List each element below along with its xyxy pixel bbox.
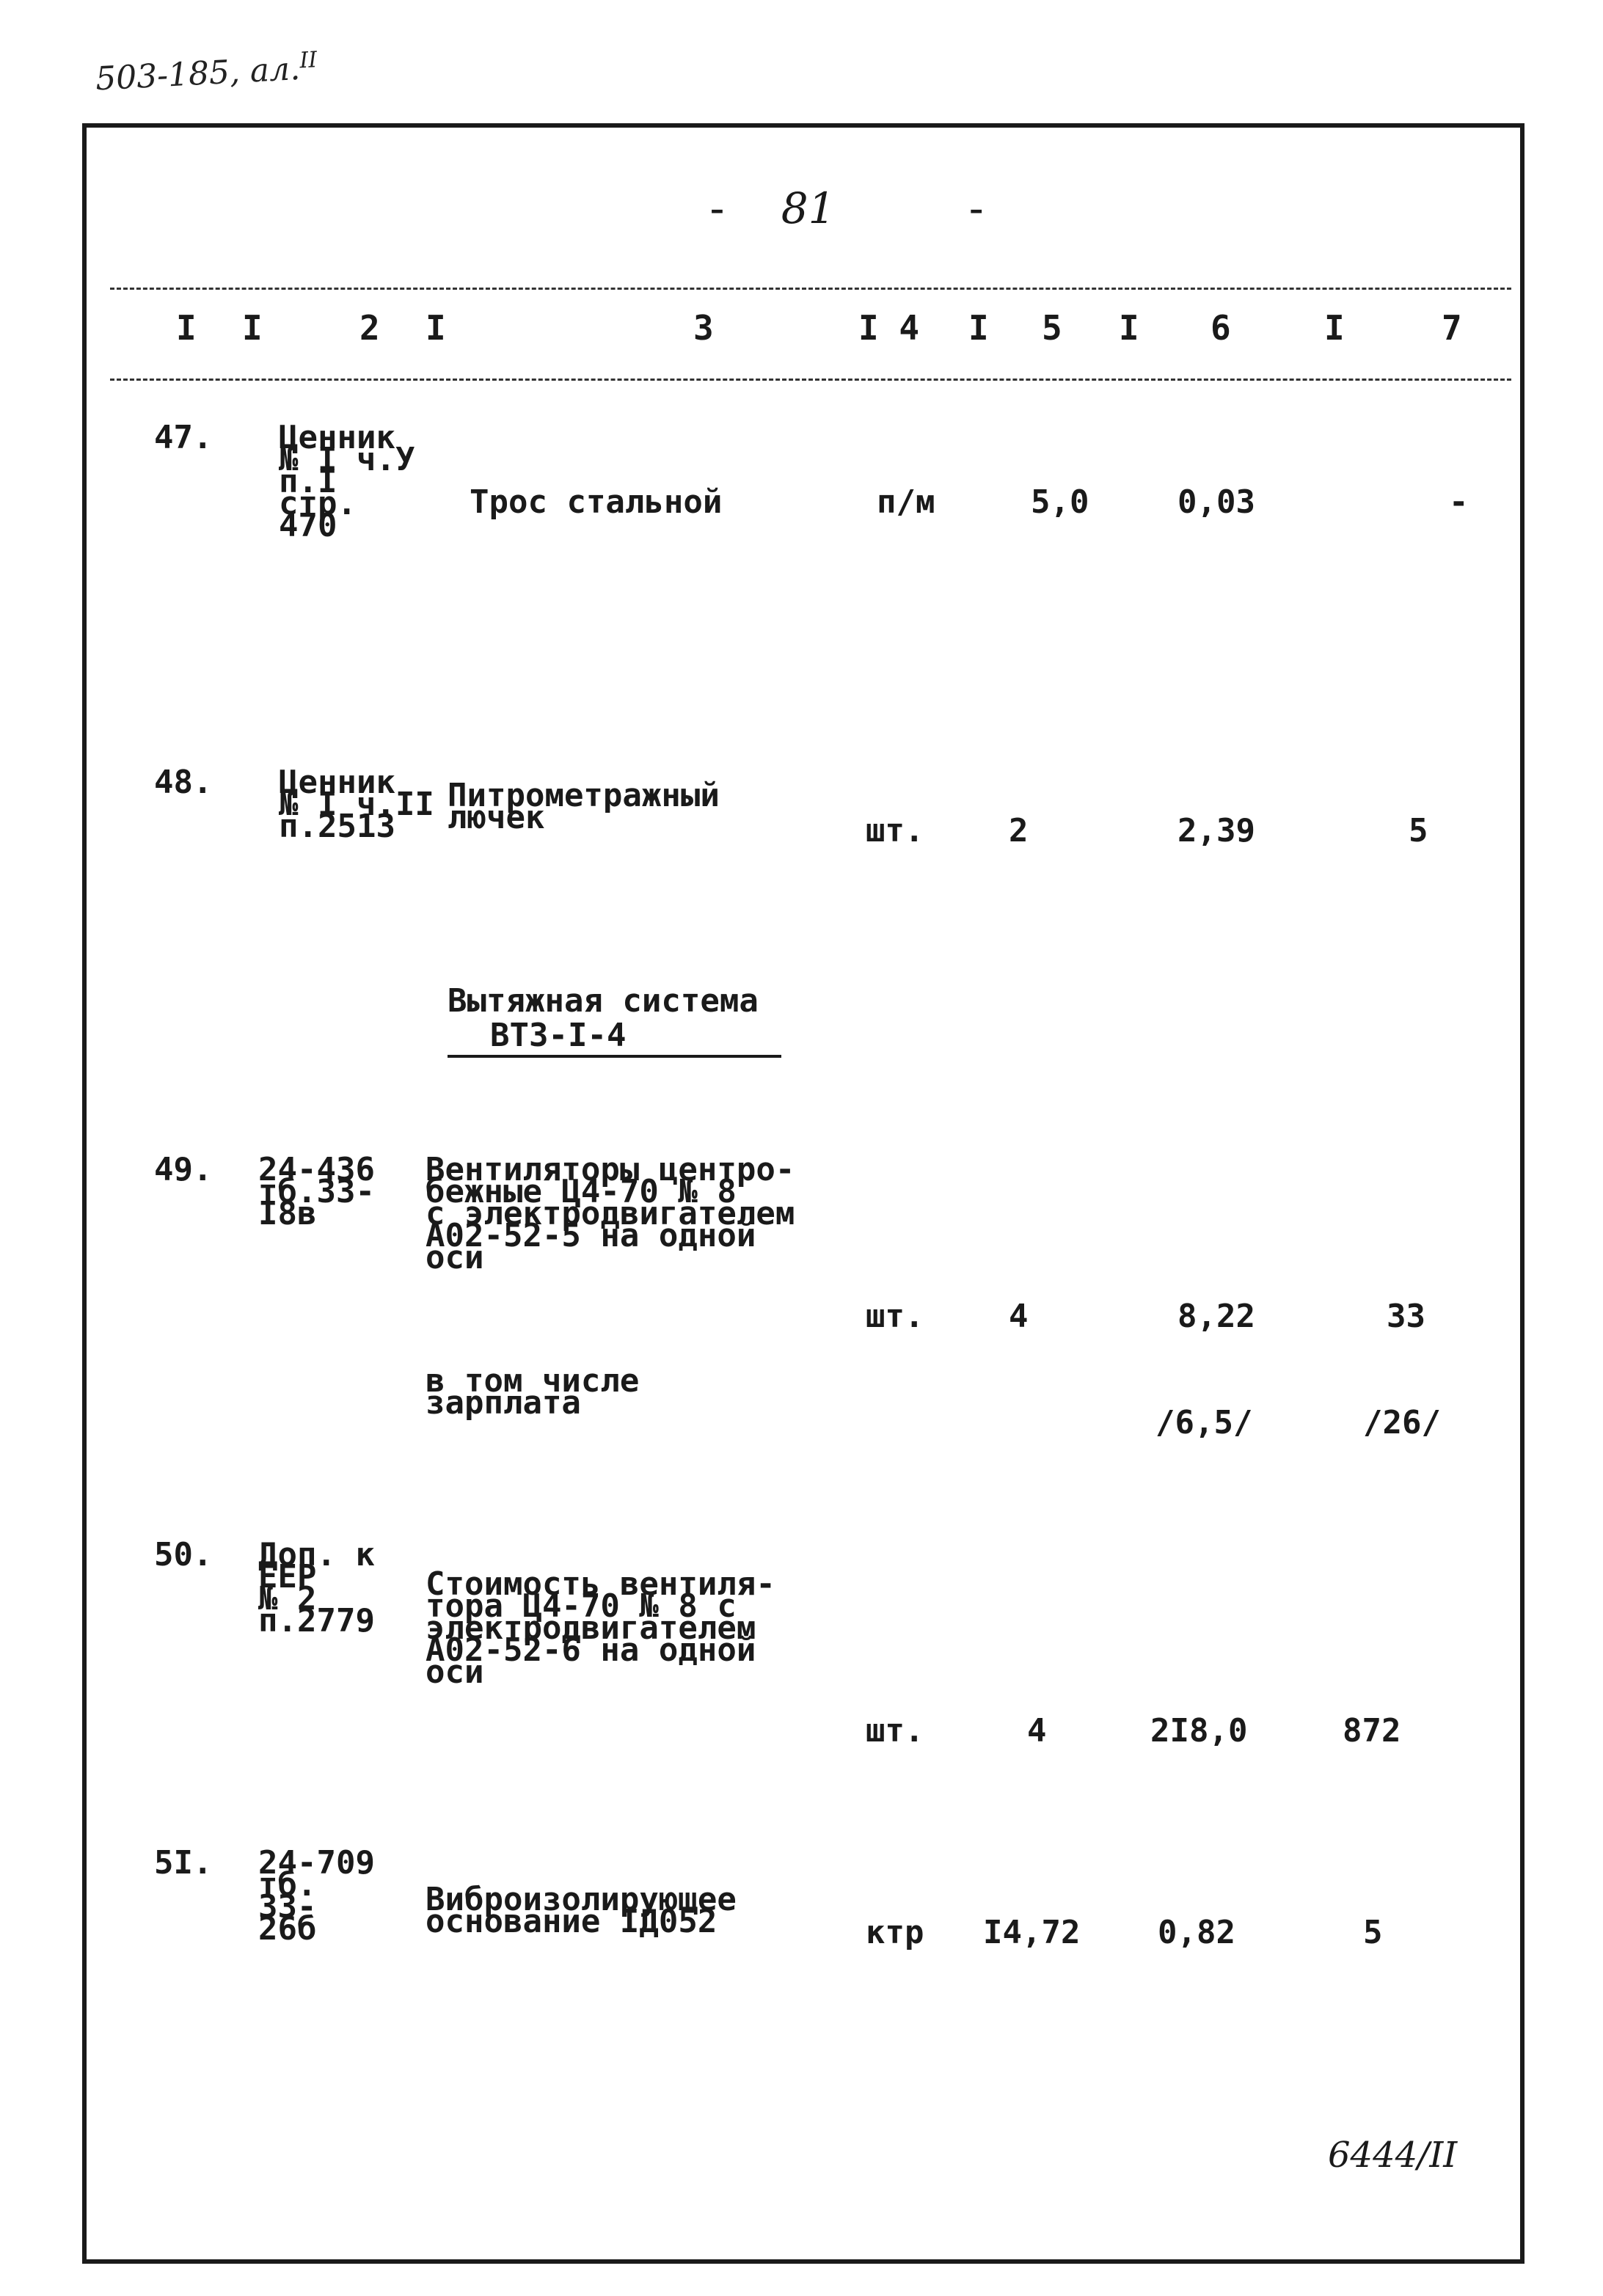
- row-number: 48.: [154, 764, 213, 801]
- row-price: 2I8,0: [1150, 1712, 1248, 1750]
- section-heading: Вытяжная система: [448, 982, 759, 1020]
- row-subitem-total: /26/: [1363, 1404, 1441, 1441]
- row-unit: п/м: [877, 483, 935, 521]
- row-number: 49.: [154, 1151, 213, 1188]
- row-total: 33: [1387, 1298, 1425, 1335]
- row-price: 2,39: [1177, 812, 1255, 849]
- column-header-4: I 4: [858, 308, 920, 348]
- row-name: Питрометражный лючек: [448, 777, 720, 836]
- column-separator: I: [426, 308, 446, 348]
- row-quantity: 2: [1009, 812, 1029, 849]
- row-number: 50.: [154, 1536, 213, 1573]
- row-price: 0,82: [1158, 1914, 1235, 1951]
- row-subitem-name: в том числе зарплата: [426, 1362, 640, 1422]
- row-price: 0,03: [1177, 483, 1255, 521]
- header-rule-top: [110, 288, 1511, 290]
- row-code: 24-436 тб.33- I8в: [258, 1151, 375, 1232]
- row-name: Виброизолирующее основание IД052: [426, 1881, 737, 1940]
- header-rule-bottom: [110, 379, 1511, 381]
- row-total: 5: [1409, 812, 1428, 849]
- row-quantity: I4,72: [983, 1914, 1081, 1951]
- column-separator: I: [176, 308, 197, 348]
- row-unit: шт.: [866, 1298, 924, 1335]
- row-code: 24-709 тб. 33- 26б: [258, 1844, 375, 1948]
- row-total: 5: [1363, 1914, 1383, 1951]
- column-separator: I: [968, 308, 989, 348]
- section-heading-underline: [448, 1055, 781, 1058]
- column-header-2: 2: [359, 308, 380, 348]
- row-price: 8,22: [1177, 1298, 1255, 1335]
- row-number: 5I.: [154, 1844, 213, 1882]
- column-header-7: 7: [1442, 308, 1462, 348]
- corner-note: 503-185, ал.$^{II}$: [94, 47, 318, 98]
- row-total: 872: [1343, 1712, 1401, 1750]
- column-header-6: 6: [1211, 308, 1231, 348]
- row-name: Стоимость вентиля- тора Ц4-70 № 8 с электродвигателем А02-52-6 на одной оси: [426, 1565, 775, 1691]
- row-unit: шт.: [866, 1712, 924, 1750]
- row-total: -: [1449, 483, 1469, 521]
- page-number: - 81 -: [704, 183, 990, 233]
- column-separator: I: [1324, 308, 1345, 348]
- archive-signature: 6444/II: [1328, 2135, 1458, 2176]
- row-quantity: 5,0: [1031, 483, 1089, 521]
- row-quantity: 4: [1009, 1298, 1029, 1335]
- row-name: Вентиляторы центро- бежные Ц4-70 № 8 с электродвигателем А02-52-5 на одной оси: [426, 1151, 795, 1276]
- row-unit: ктр: [866, 1914, 924, 1951]
- row-code: Доп. к ЕЕР № 2 п.2779: [258, 1536, 375, 1639]
- row-subitem-price: /6,5/: [1155, 1404, 1253, 1441]
- column-header-5: 5: [1042, 308, 1062, 348]
- row-number: 47.: [154, 419, 213, 456]
- column-separator: I: [242, 308, 263, 348]
- row-code: Ценник № I ч.II п.2513: [279, 764, 434, 845]
- column-header-3: 3: [693, 308, 714, 348]
- row-code: Ценник № I ч.У п.I стр. 470: [279, 419, 415, 544]
- section-heading-code: ВТЗ-I-4: [490, 1017, 627, 1054]
- row-name: Трос стальной: [470, 483, 723, 521]
- row-quantity: 4: [1027, 1712, 1047, 1750]
- column-separator: I: [1119, 308, 1139, 348]
- row-unit: шт.: [866, 812, 924, 849]
